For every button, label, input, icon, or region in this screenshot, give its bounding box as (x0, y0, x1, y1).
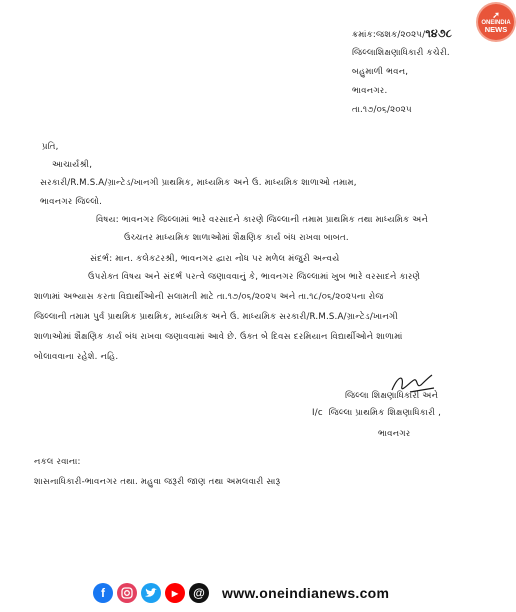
addressee-line-2: સરકારી/R.M.S.A/ગ્રાન્ટેડ/ખાનગી પ્રાથમિક, માધ્યમિક અને ઉ. માધ્યમિક શાળાઓ તમામ, (40, 178, 357, 188)
instagram-icon[interactable] (117, 583, 137, 603)
facebook-icon[interactable]: f (93, 583, 113, 603)
oneindia-news-logo (478, 4, 514, 40)
city-name: ભાવનગર. (352, 86, 388, 96)
building-name: બહુમાળી ભવન, (352, 67, 409, 77)
logo-line-1: ONEINDIA (481, 19, 511, 26)
logo-line-2: NEWS (484, 24, 508, 34)
signatory-line-3: ભાવનગર (378, 429, 411, 439)
youtube-icon[interactable]: ▶ (165, 583, 185, 603)
reference-prefix: ક્રમાંક:જશક/૨૦૨૫/ (352, 30, 426, 40)
body-line-5: બોલાવવાના રહેશે. નહિ. (34, 352, 119, 362)
social-icons (93, 583, 209, 603)
reference-handwritten-number: ૧૪૭૮ (425, 27, 453, 40)
to-label: પ્રતિ, (42, 142, 59, 152)
reference-line: સંદર્ભ: માન. કલેકટરશ્રી, ભાવનગર દ્વારા નોંધ પર મળેલ મંજુરી અન્વયે (90, 254, 340, 264)
twitter-icon[interactable] (141, 583, 161, 603)
copy-label: નકલ રવાના: (34, 457, 81, 467)
website-url[interactable]: www.oneindianews.com (222, 585, 390, 601)
footer-bar (0, 575, 516, 612)
subject-line-1: વિષય: ભાવનગર જિલ્લામાં ભારે વરસાદને કારણે જિલ્લાની તમામ પ્રાથમિક તથા માધ્યમિક અને (96, 215, 429, 225)
addressee-line-3: ભાવનગર જિલ્લો. (40, 197, 103, 207)
office-name: જિલ્લાશિક્ષણાધિકારી કચેરી. (352, 48, 450, 58)
signatory-title: જિલ્લા પ્રાથમિક શિક્ષણાધિકારી , (328, 408, 442, 418)
subject-line-2: ઉચ્ચતર માધ્યમિક શાળાઓમાં શૈક્ષણિક કાર્ય બંધ રાખવા બાબત. (124, 233, 349, 243)
body-line-1: ઉપરોક્ત વિષય અને સંદર્ભ પરત્વે જણાવવાનું કે, ભાવનગર જિલ્લામાં ખુબ ભારે વરસાદને કારણે (88, 272, 421, 282)
copy-text: શાસનાધિકારી-ભાવનગર તથા. મહુવા જરૂરી જાણ તથા અમલવારી સારૂ (34, 477, 281, 487)
addressee-line-1: આચાર્યશ્રી, (52, 160, 93, 170)
body-line-2: શાળામાં અભ્યાસ કરતા વિદ્યાર્થીઓની સલામતી માટે તા.૧૭/૦૬/૨૦૨૫ અને તા.૧૮/૦૬/૨૦૨૫ના રોજ (34, 292, 384, 302)
signatory-line-1: જિલ્લા શિક્ષણાધિકારી અને (345, 391, 439, 401)
logo-arrow-icon: ➚ (492, 9, 500, 20)
signatory-prefix: I/c (312, 408, 323, 418)
signatory-line-2 (312, 407, 441, 419)
reference-number (352, 28, 452, 41)
threads-icon[interactable]: @ (189, 583, 209, 603)
body-line-3: જિલ્લાની તમામ પુર્વ પ્રાથમિક પ્રાથમિક, માધ્યમિક અને ઉ. માધ્યમિક સરકારી/R.M.S.A/ગ્રાન્ટેડ/ખાનગી (34, 312, 398, 322)
letter-date: તા.૧૭/૦૬/૨૦૨૫ (352, 105, 412, 115)
body-line-4: શાળાઓમાં શૈક્ષણિક કાર્ય બંધ રાખવા જણાવવામાં આવે છે. ઉક્ત બે દિવસ દરમિયાન વિદ્યાર્થીઓને શાળામાં (34, 332, 403, 342)
